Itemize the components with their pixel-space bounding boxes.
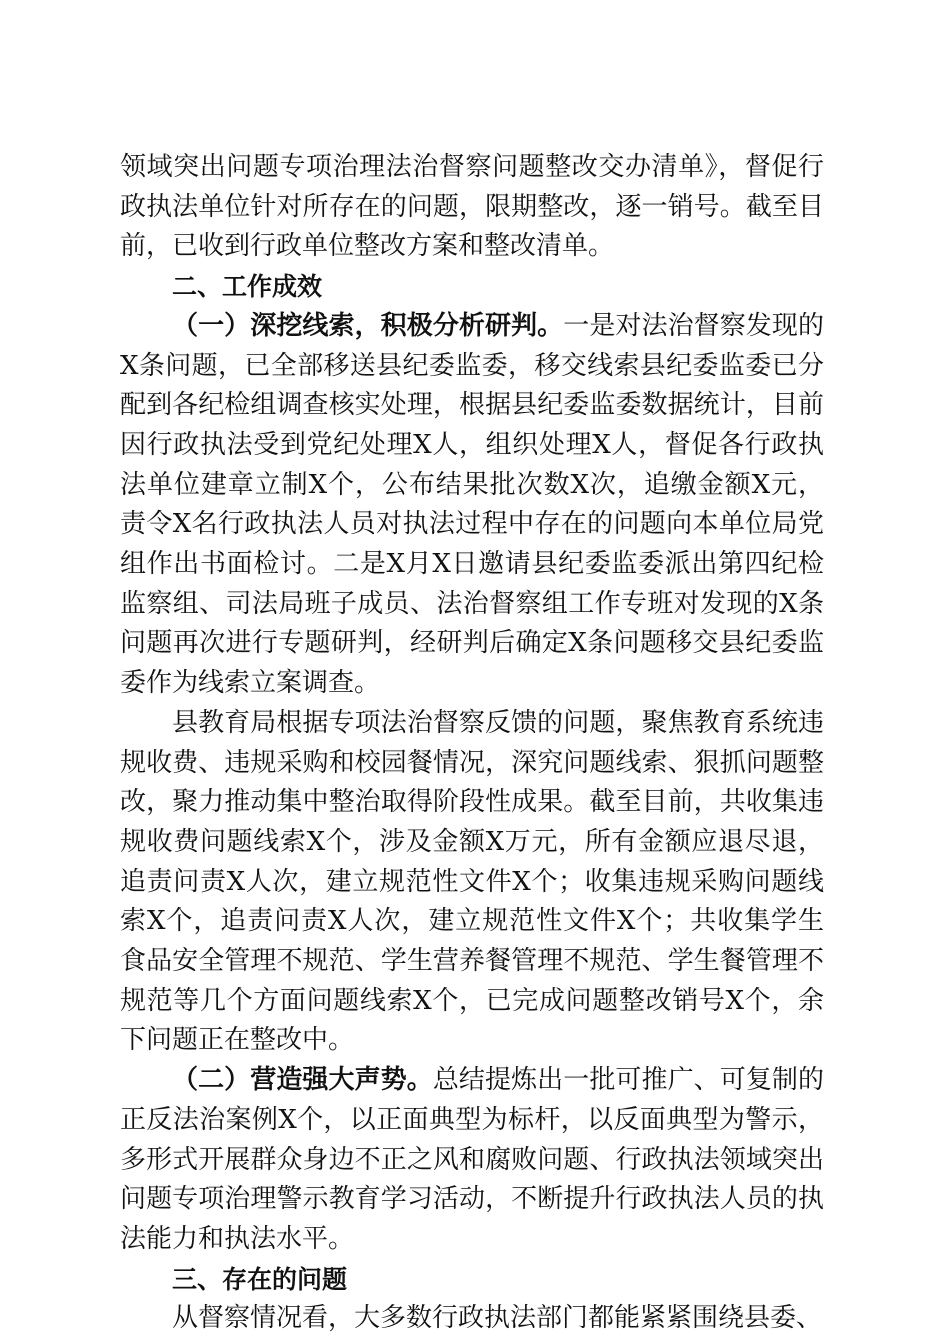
paragraph-continued: 领域突出问题专项治理法治督察问题整改交办清单》，督促行政执法单位针对所存在的问题，限期整改，逐一销号。截至目前，已收到行政单位整改方案和整改清单。 [120, 152, 824, 262]
section-heading-existing-problems: 三、存在的问题 [172, 1264, 348, 1294]
paragraph-publicity-body: 总结提炼出一批可推广、可复制的正反法治案例X个，以正面典型为标杆，以反面典型为警示，多形式开展群众身边不正之风和腐败问题、行政执法领域突出问题专项治理警示教育学习活动，不断提升行政执法人员的执法能力和执法水平。 [120, 1065, 824, 1254]
paragraph-inspection-situation: 从督察情况看，大多数行政执法部门都能紧紧围绕县委、 [172, 1303, 823, 1334]
document-body [120, 148, 824, 1339]
subheading-publicity: （二）营造强大声势。 [172, 1065, 433, 1096]
paragraph-clue-analysis-body: 一是对法治督察发现的X条问题，已全部移送县纪委监委，移交线索县纪委监委已分配到各纪检组调查核实处理，根据县纪委监委数据统计，目前因行政执法受到党纪处理X人，组织处理X人，督促各行政执法单位建章立制X个，公布结果批次数X次，追缴金额X元，责令X名行政执法人员对执法过程中存在的问题向本单位局党组作出书面检讨。二是X月X日邀请县纪委监委派出第四纪检监察组、司法局班子成员、法治督察组工作专班对发现的X条问题再次进行专题研判，经研判后确定X条问题移交县纪委监委作为线索立案调查。 [120, 310, 824, 699]
paragraph-clue-analysis [120, 307, 824, 704]
paragraph-education-bureau: 县教育局根据专项法治督察反馈的问题，聚焦教育系统违规收费、违规采购和校园餐情况，深究问题线索、狠抓问题整改，聚力推动集中整治取得阶段性成果。截至目前，共收集违规收费问题线索X个，涉及金额X万元，所有金额应退尽退，追责问责X人次，建立规范性文件X个；收集违规采购问题线索X个，追责问责X人次，建立规范性文件X个；共收集学生食品安全管理不规范、学生营养餐管理不规范、学生餐管理不规范等几个方面问题线索X个，已完成问题整改销号X个，余下问题正在整改中。 [120, 707, 824, 1056]
paragraph-publicity [120, 1061, 824, 1260]
subheading-clue-analysis: （一）深挖线索，积极分析研判。 [172, 310, 564, 341]
section-heading-work-results: 二、工作成效 [172, 272, 323, 302]
